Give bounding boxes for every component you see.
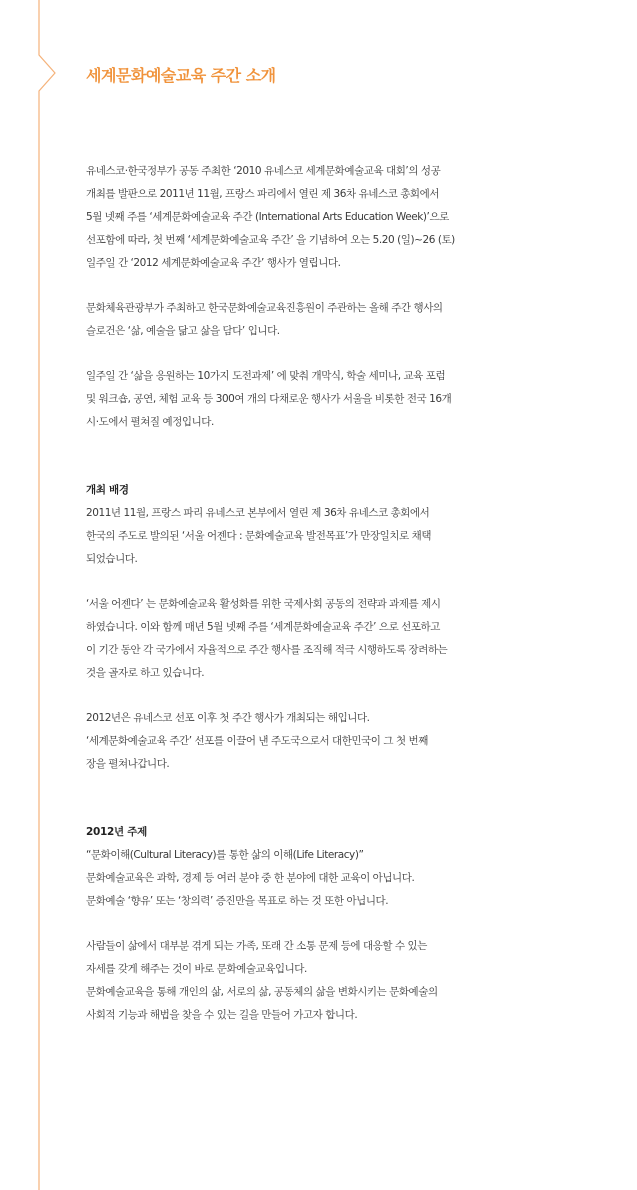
- text-line: 개최를 발판으로 2011년 11월, 프랑스 파리에서 열린 제 36차 유네스코 총회에서: [86, 188, 440, 200]
- text-line: ‘서울 어젠다’ 는 문화예술교육 활성화를 위한 국제사회 공동의 전략과 과제를 제시: [86, 598, 441, 610]
- content-body: [86, 160, 496, 1027]
- background-paragraph-3: [86, 707, 496, 776]
- text-line: 및 워크숍, 공연, 체험 교육 등 300여 개의 다채로운 행사가 서울을 비롯한 전국 16개: [86, 393, 452, 405]
- page-title: 세계문화예술교육 주간 소개: [86, 66, 276, 85]
- text-line: ‘세계문화예술교육 주간’ 선포를 이끌어 낸 주도국으로서 대한민국이 그 첫 번째: [86, 735, 428, 747]
- text-line: 선포함에 따라, 첫 번째 ‘세계문화예술교육 주간’ 을 기념하여 오는 5.20 (일)~26 (토): [86, 234, 455, 246]
- text-line: 슬로건은 ‘삶, 예술을 닮고 삶을 담다’ 입니다.: [86, 325, 280, 337]
- text-line: 하였습니다. 이와 함께 매년 5월 넷째 주를 ‘세계문화예술교육 주간’ 으로 선포하고: [86, 621, 440, 633]
- text-line: 문화예술교육을 통해 개인의 삶, 서로의 삶, 공동체의 삶을 변화시키는 문화예술의: [86, 986, 438, 998]
- text-line: 한국의 주도로 발의된 ‘서울 어젠다 : 문화예술교육 발전목표’가 만장일치로 채택: [86, 530, 432, 542]
- intro-paragraph-1: [86, 160, 496, 275]
- background-paragraph-2: [86, 593, 496, 685]
- text-line: 2011년 11월, 프랑스 파리 유네스코 본부에서 열린 제 36차 유네스코 총회에서: [86, 507, 430, 519]
- text-line: 문화체육관광부가 주최하고 한국문화예술교육진흥원이 주관하는 올해 주간 행사의: [86, 302, 443, 314]
- text-line: 사회적 기능과 해법을 찾을 수 있는 길을 만들어 가고자 합니다.: [86, 1009, 358, 1021]
- text-line: 2012년은 유네스코 선포 이후 첫 주간 행사가 개최되는 해입니다.: [86, 712, 370, 724]
- text-line: 되었습니다.: [86, 553, 138, 565]
- text-line: 자세를 갖게 해주는 것이 바로 문화예술교육입니다.: [86, 963, 307, 975]
- theme-heading: 2012년 주제: [86, 826, 147, 838]
- text-line: 문화예술교육은 과학, 경제 등 여러 분야 중 한 분야에 대한 교육이 아닙니다.: [86, 872, 415, 884]
- background-paragraph-1: [86, 502, 496, 571]
- text-line: 것을 골자로 하고 있습니다.: [86, 667, 205, 679]
- intro-paragraph-3: [86, 365, 496, 434]
- text-line: 장을 펼쳐나갑니다.: [86, 758, 170, 770]
- text-line: 일주일 간 ‘2012 세계문화예술교육 주간’ 행사가 열립니다.: [86, 257, 341, 269]
- left-border-rule: [0, 0, 60, 1190]
- theme-paragraph-2: [86, 935, 496, 1027]
- text-line: 문화예술 ‘향유’ 또는 ‘창의력’ 증진만을 목표로 하는 것 또한 아닙니다.: [86, 895, 389, 907]
- rule-chevron-line: [39, 0, 55, 1190]
- text-line: 일주일 간 ‘삶을 응원하는 10가지 도전과제’ 에 맞춰 개막식, 학술 세미나, 교육 포럼: [86, 370, 446, 382]
- text-line: 시·도에서 펼쳐질 예정입니다.: [86, 416, 214, 428]
- background-heading: 개최 배경: [86, 484, 129, 496]
- text-line: 이 기간 동안 각 국가에서 자율적으로 주간 행사를 조직해 적극 시행하도록 장려하는: [86, 644, 448, 656]
- theme-paragraph-1: [86, 844, 496, 913]
- text-line: 5월 넷째 주를 ‘세계문화예술교육 주간 (International Arts Education Week)’으로: [86, 211, 449, 223]
- text-line: “문화이해(Cultural Literacy)를 통한 삶의 이해(Life Literacy)”: [86, 849, 364, 861]
- text-line: 사람들이 삶에서 대부분 겪게 되는 가족, 또래 간 소통 문제 등에 대응할 수 있는: [86, 940, 427, 952]
- text-line: 유네스코·한국정부가 공동 주최한 ‘2010 유네스코 세계문화예술교육 대회’의 성공: [86, 165, 441, 177]
- intro-paragraph-2: [86, 297, 496, 343]
